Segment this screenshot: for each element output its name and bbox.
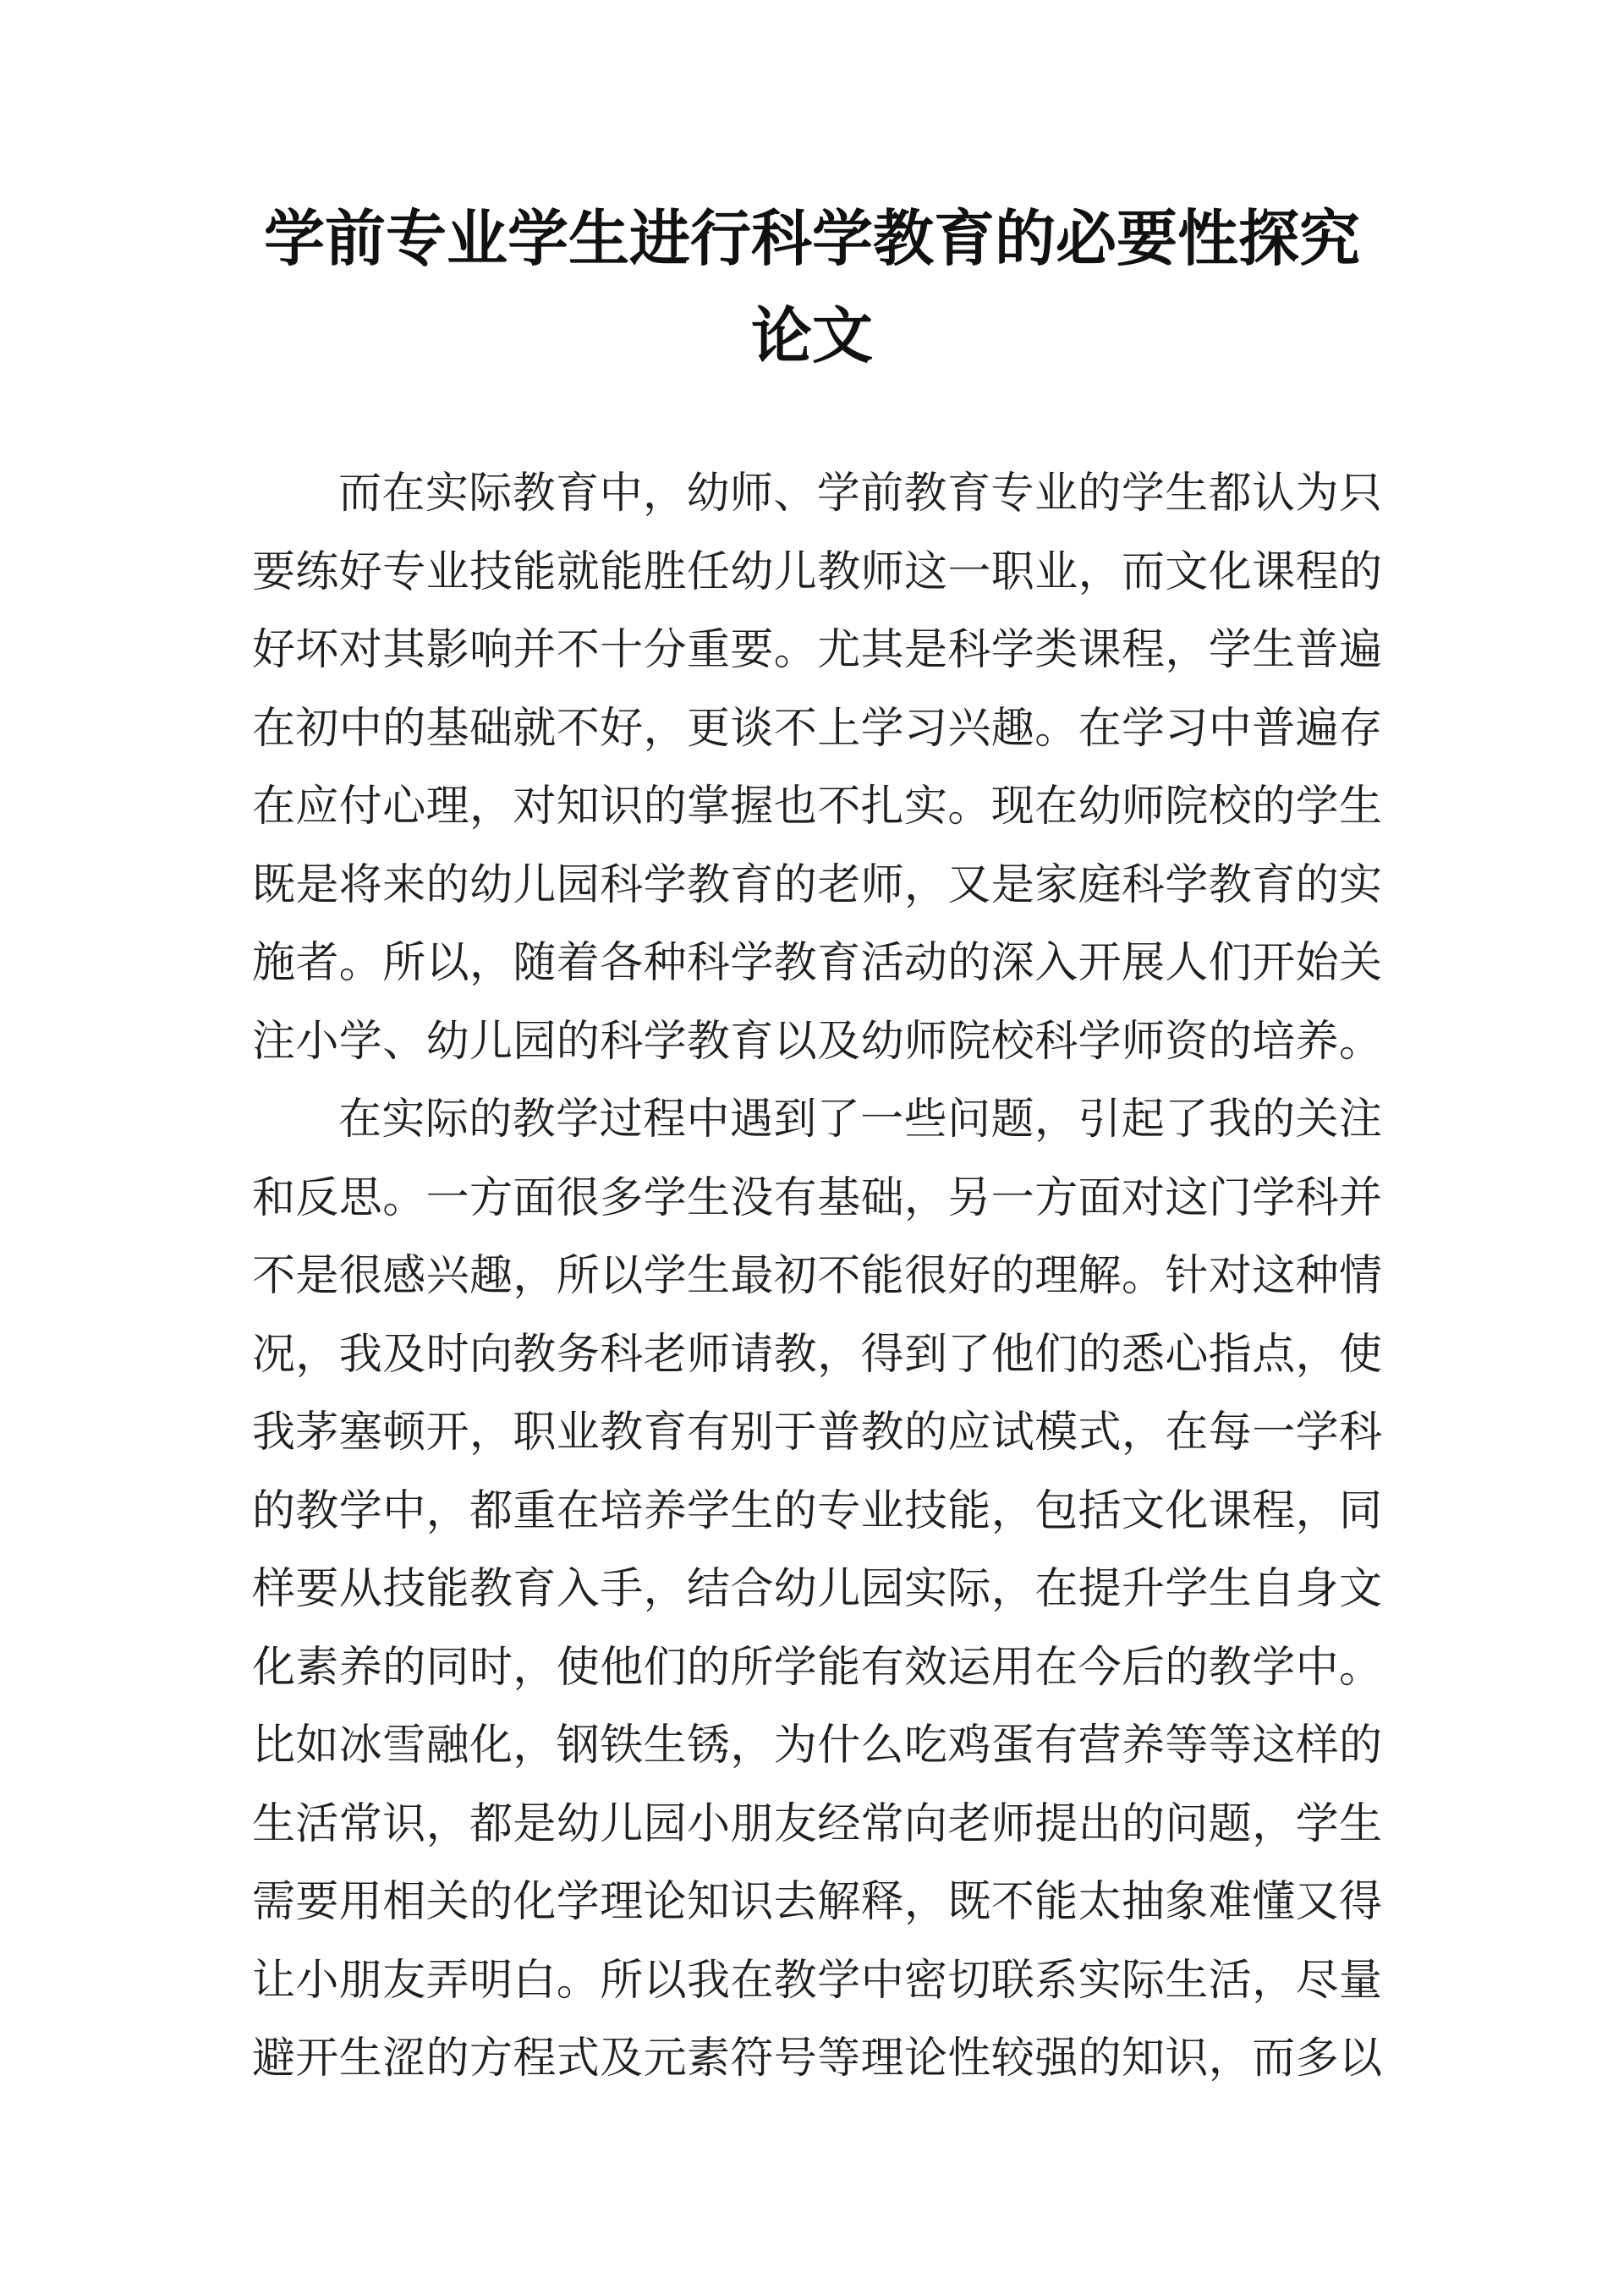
body-text [252, 455, 1382, 2099]
paragraph-2-line: 需要用相关的化学理论知识去解释，既不能太抽象难懂又得 [252, 1877, 1382, 1927]
paragraph-1-line: 注小学、幼儿园的科学教育以及幼师院校科学师资的培养。 [252, 1016, 1382, 1067]
paragraph-2-line: 化素养的同时，使他们的所学能有效运用在今后的教学中。 [252, 1642, 1382, 1693]
paragraph-2-line: 和反思。一方面很多学生没有基础，另一方面对这门学科并 [252, 1172, 1382, 1223]
paragraph-2-line: 我茅塞顿开，职业教育有别于普教的应试模式，在每一学科 [252, 1408, 1382, 1458]
paragraph-2-line: 比如冰雪融化，钢铁生锈，为什么吃鸡蛋有营养等等这样的 [252, 1721, 1382, 1771]
paragraph-1-line: 施者。所以，随着各种科学教育活动的深入开展人们开始关 [252, 938, 1382, 988]
paragraph-2-line: 在实际的教学过程中遇到了一些问题，引起了我的关注 [338, 1095, 1382, 1145]
paragraph-1-line: 要练好专业技能就能胜任幼儿教师这一职业，而文化课程的 [252, 546, 1382, 597]
paragraph-1-line: 好坏对其影响并不十分重要。尤其是科学类课程，学生普遍 [252, 625, 1382, 675]
paragraph-2-line: 况，我及时向教务科老师请教，得到了他们的悉心指点，使 [252, 1329, 1382, 1380]
page-title [0, 190, 1624, 385]
title-line-1: 学前专业学生进行科学教育的必要性探究 [263, 203, 1360, 274]
paragraph-1-line: 而在实际教育中，幼师、学前教育专业的学生都认为只 [338, 469, 1382, 519]
paragraph-2-line: 不是很感兴趣，所以学生最初不能很好的理解。针对这种情 [252, 1251, 1382, 1301]
title-line-2: 论文 [750, 300, 873, 371]
paragraph-2-line: 样要从技能教育入手，结合幼儿园实际，在提升学生自身文 [252, 1564, 1382, 1614]
paragraph-2-line: 让小朋友弄明白。所以我在教学中密切联系实际生活，尽量 [252, 1955, 1382, 2006]
paragraph-1-line: 在应付心理，对知识的掌握也不扎实。现在幼师院校的学生 [252, 782, 1382, 832]
paragraph-2-line: 避开生涩的方程式及元素符号等理论性较强的知识，而多以 [252, 2034, 1382, 2084]
paragraph-2-line: 生活常识，都是幼儿园小朋友经常向老师提出的问题，学生 [252, 1798, 1382, 1849]
paragraph-1-line: 在初中的基础就不好，更谈不上学习兴趣。在学习中普遍存 [252, 703, 1382, 754]
paragraph-2-line: 的教学中，都重在培养学生的专业技能，包括文化课程，同 [252, 1485, 1382, 1536]
paragraph-1-line: 既是将来的幼儿园科学教育的老师，又是家庭科学教育的实 [252, 859, 1382, 910]
